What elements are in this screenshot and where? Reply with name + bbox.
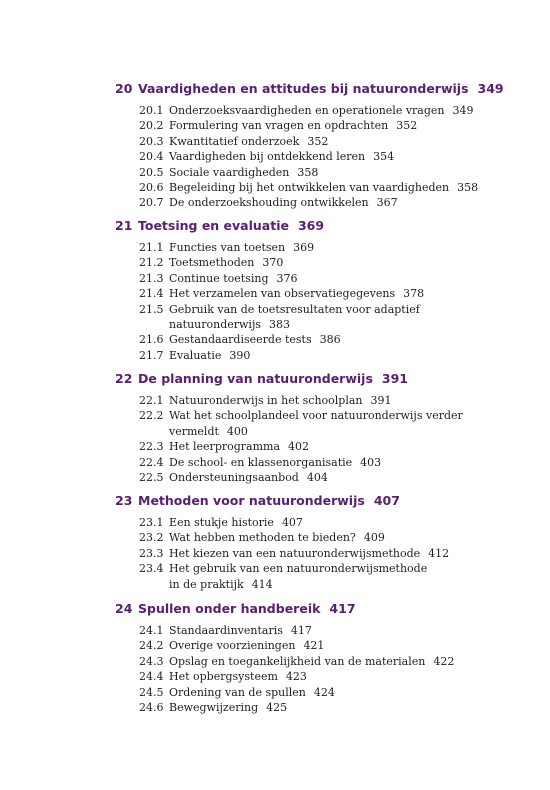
section-page-number: 358	[457, 181, 479, 194]
section-title: Overige voorzieningen	[169, 639, 296, 653]
section-page-number: 358	[297, 165, 319, 179]
section-text-line	[169, 271, 298, 286]
chapter-number: 20	[115, 81, 133, 96]
section-page-number: 352	[307, 134, 329, 148]
section-page-number: 422	[433, 654, 455, 668]
section-title: Ondersteuningsaanbod	[169, 471, 299, 484]
section-page-number: 409	[363, 531, 385, 545]
section-text-line	[169, 638, 324, 653]
chapter-title-line	[138, 217, 324, 235]
section-number: 20.2	[139, 119, 164, 133]
section-text-line	[169, 165, 318, 180]
section-number: 22.2	[139, 409, 164, 423]
section-number: 23.3	[139, 546, 164, 560]
section-title: Functies van toetsen	[169, 241, 286, 254]
section-title: Ordening van de spullen	[169, 685, 306, 699]
chapter-title: Methoden voor natuuronderwijs	[138, 493, 365, 508]
chapter-page-number: 391	[381, 371, 408, 386]
section-number: 21.1	[139, 241, 164, 254]
section-title: Continue toetsing	[169, 271, 269, 285]
section-page-number: 421	[303, 639, 325, 653]
section-text-line	[169, 393, 392, 408]
section-text-line	[169, 455, 381, 470]
section-title: Het verzamelen van observatiegegevens	[169, 287, 396, 301]
section-title: De onderzoekshouding ontwikkelen	[169, 196, 369, 210]
section-number: 20.3	[139, 134, 164, 148]
chapter-title-line	[138, 492, 400, 510]
section-page-number: 417	[290, 624, 312, 637]
section-text-line	[169, 134, 328, 149]
section-text-line	[169, 302, 420, 317]
section-page-number: 425	[266, 701, 288, 714]
section-number: 22.4	[139, 455, 164, 469]
section-title: Sociale vaardigheden	[169, 165, 290, 179]
section-number: 22.1	[139, 394, 164, 407]
section-number: 21.6	[139, 333, 164, 347]
section-title: Wat het schoolplandeel voor natuuronderwijs verder	[169, 409, 463, 423]
section-number: 21.2	[139, 256, 164, 270]
section-text-line	[169, 240, 314, 255]
section-page-number: 376	[276, 271, 298, 285]
section-number: 24.2	[139, 639, 164, 653]
chapter-page-number: 369	[297, 218, 325, 233]
chapter-title: Vaardigheden en attitudes bij natuuronderwijs	[138, 81, 469, 96]
section-title: Wat hebben methoden te bieden?	[169, 531, 356, 545]
section-text-line	[169, 348, 250, 363]
section-page-number: 378	[403, 287, 425, 301]
section-title: Opslag en toegankelijkheid van de materialen	[169, 654, 426, 668]
section-text-line	[169, 255, 283, 270]
section-number: 21.3	[139, 271, 164, 285]
section-text-line	[169, 103, 474, 118]
section-text-line	[169, 408, 463, 423]
section-text-line	[169, 623, 312, 638]
section-number: 23.1	[139, 516, 164, 529]
section-text-line	[169, 685, 335, 700]
section-text-line	[169, 332, 341, 347]
section-number: 24.4	[139, 670, 164, 684]
section-number: 23.2	[139, 531, 164, 545]
chapter-number: 21	[115, 218, 133, 233]
section-page-number: 349	[452, 104, 474, 117]
section-text-line	[169, 546, 449, 561]
chapter-title: Toetsing en evaluatie	[138, 218, 289, 233]
section-number: 23.4	[139, 562, 164, 576]
section-page-number: 390	[229, 348, 251, 362]
section-text-line	[169, 669, 307, 684]
section-text-line	[169, 577, 273, 592]
section-title: Gestandaardiseerde tests	[169, 333, 312, 347]
section-page-number: 400	[226, 424, 248, 438]
section-page-number: 354	[373, 150, 395, 164]
chapter-title: Spullen onder handbereik	[138, 601, 321, 616]
section-text-line	[169, 149, 394, 164]
section-title: Een stukje historie	[169, 516, 274, 529]
section-title: De school- en klassenorganisatie	[169, 455, 353, 469]
section-title: vermeldt	[169, 424, 219, 438]
section-text-line	[169, 470, 328, 485]
chapter-number: 22	[115, 371, 133, 386]
chapter-page-number: 417	[329, 601, 356, 616]
section-number: 20.6	[139, 181, 164, 194]
chapter-page-number: 349	[477, 81, 504, 96]
section-number: 24.5	[139, 685, 164, 699]
chapter-title-line	[138, 370, 408, 388]
section-number: 24.1	[139, 624, 164, 637]
section-title: Evaluatie	[169, 348, 222, 362]
section-page-number: 402	[288, 440, 310, 454]
section-text-line	[169, 424, 248, 439]
section-number: 24.6	[139, 701, 164, 714]
section-title: Het opbergsysteem	[169, 670, 278, 684]
section-page-number: 424	[313, 685, 335, 699]
section-text-line	[169, 654, 454, 669]
section-text-line	[169, 700, 287, 715]
section-number: 20.1	[139, 104, 164, 117]
section-page-number: 386	[319, 333, 341, 347]
chapter-title-line	[138, 80, 504, 98]
section-text-line	[169, 195, 398, 210]
section-title: Formulering van vragen en opdrachten	[169, 119, 389, 133]
section-number: 20.7	[139, 196, 164, 210]
section-text-line	[169, 317, 290, 332]
section-number: 21.7	[139, 348, 164, 362]
section-number: 20.4	[139, 150, 164, 164]
section-number: 24.3	[139, 654, 164, 668]
chapter-title-line	[138, 600, 356, 618]
section-text-line	[169, 180, 478, 195]
section-text-line	[169, 439, 309, 454]
section-title: Standaardinventaris	[169, 624, 283, 637]
section-page-number: 404	[306, 471, 328, 484]
section-title: natuuronderwijs	[169, 318, 261, 331]
section-page-number: 412	[428, 546, 450, 560]
section-title: Vaardigheden bij ontdekkend leren	[169, 150, 366, 164]
section-text-line	[169, 530, 385, 545]
section-page-number: 383	[269, 318, 290, 331]
section-number: 21.4	[139, 287, 164, 301]
section-text-line	[169, 515, 303, 530]
section-text-line	[169, 286, 424, 301]
section-text-line	[169, 118, 417, 133]
section-page-number: 369	[293, 241, 315, 254]
section-title: in de praktijk	[169, 577, 244, 591]
section-title: Toetsmethoden	[169, 256, 255, 270]
section-page-number: 370	[262, 256, 284, 270]
section-title: Natuuronderwijs in het schoolplan	[169, 394, 363, 407]
section-title: Bewegwijzering	[169, 701, 259, 714]
section-title: Gebruik van de toetsresultaten voor adaptief	[169, 302, 420, 316]
section-number: 22.3	[139, 440, 164, 454]
section-title: Het gebruik van een natuuronderwijsmethode	[169, 562, 428, 576]
section-title: Kwantitatief onderzoek	[169, 134, 300, 148]
section-title: Het leerprogramma	[169, 440, 281, 454]
section-number: 21.5	[139, 302, 164, 316]
section-page-number: 414	[251, 577, 273, 591]
chapter-number: 24	[115, 601, 133, 616]
chapter-title: De planning van natuuronderwijs	[138, 371, 373, 386]
section-page-number: 407	[281, 516, 303, 529]
section-number: 20.5	[139, 165, 164, 179]
section-page-number: 391	[370, 394, 392, 407]
section-page-number: 403	[360, 455, 382, 469]
section-page-number: 352	[396, 119, 418, 133]
section-title: Begeleiding bij het ontwikkelen van vaardigheden	[169, 181, 450, 194]
section-number: 22.5	[139, 471, 164, 484]
section-title: Onderzoeksvaardigheden en operationele vragen	[169, 104, 445, 117]
chapter-number: 23	[115, 493, 133, 508]
section-page-number: 423	[285, 670, 307, 684]
section-title: Het kiezen van een natuuronderwijsmethode	[169, 546, 421, 560]
section-text-line	[169, 561, 427, 576]
chapter-page-number: 407	[373, 493, 400, 508]
section-page-number: 367	[376, 196, 398, 210]
